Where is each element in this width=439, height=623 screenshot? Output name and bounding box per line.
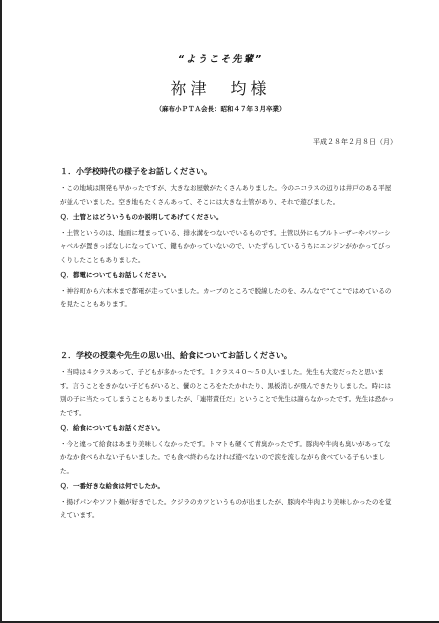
series-title: “ようこそ先輩” [177,54,264,65]
guest-affiliation: （麻布小ＰＴＡ会長：昭和４７年３月卒業） [155,105,286,113]
question: Ｑ．一番好きな給食は何でしたか。 [60,482,164,490]
question: Ｑ．土管とはどういうものか説明してあげてください。 [60,213,223,221]
question: Ｑ．都電についてもお話しください。 [60,271,171,279]
answer-paragraph: ・この地域は開発も早かったですが、大きなお屋敷がたくさんありました。今のニコラスの辺りは井戸のある平屋が並んでいました。空き地もたくさんあって、そこには大きな土管があり、それで遊びました。 [60,184,392,206]
guest-name: 祢津 均様 [170,79,271,98]
answer-paragraph: ・神谷町から六本木まで都電が走っていました。カーブのところで脱線したのを、みんなで“てこ”ではめているのを見たこともあります。 [60,286,392,308]
section-heading: １．小学校時代の様子をお話しください。 [60,167,212,176]
section-heading: ２．学校の授業や先生の思い出、給食についてお話しください。 [60,351,292,360]
document-date: 平成２８年２月８日（月） [313,138,397,146]
answer-paragraph: ・当時は４クラスあって、子どもが多かったです。１クラス４０～５０人いました。先生も大変だったと思います。言うことをきかない子どもがいると、鬢のところをたたかれたり、黒板消しが飛んできたりしました。時には別の子に当たってしまうこともありましたが、「連帯責任だ」ということで先生は謝らなかったです。先生は恐かったです。 [60,368,395,417]
question: Ｑ．給食についてもお話ください。 [60,424,164,432]
answer-paragraph: ・土管というのは、地面に埋まっている、排水溝をつないでいるものです。土管以外にもブルトーザーやパワーシャベルが置きっぱなしになっていて、鍵もかかっていないので、いたずらしているうちにエンジンがかかってびっくりしたこともありました。 [60,228,391,264]
section-childhood [60,165,396,312]
answer-paragraph: ・揚げパンやソフト麺が好きでした。クジラのカツというものが出ましたが、豚肉や牛肉より美味しかったのを覚えています。 [60,497,392,519]
answer-paragraph: ・今と違って給食はあまり美味しくなかったです。トマトも硬くて青臭かったです。豚肉や牛肉も臭いがあってなかなか食べられない子もいました。でも食べ終わらなければ遊べないので涙を流しながら食べている子もいました。 [60,439,391,475]
section-school-lunch [60,349,396,523]
